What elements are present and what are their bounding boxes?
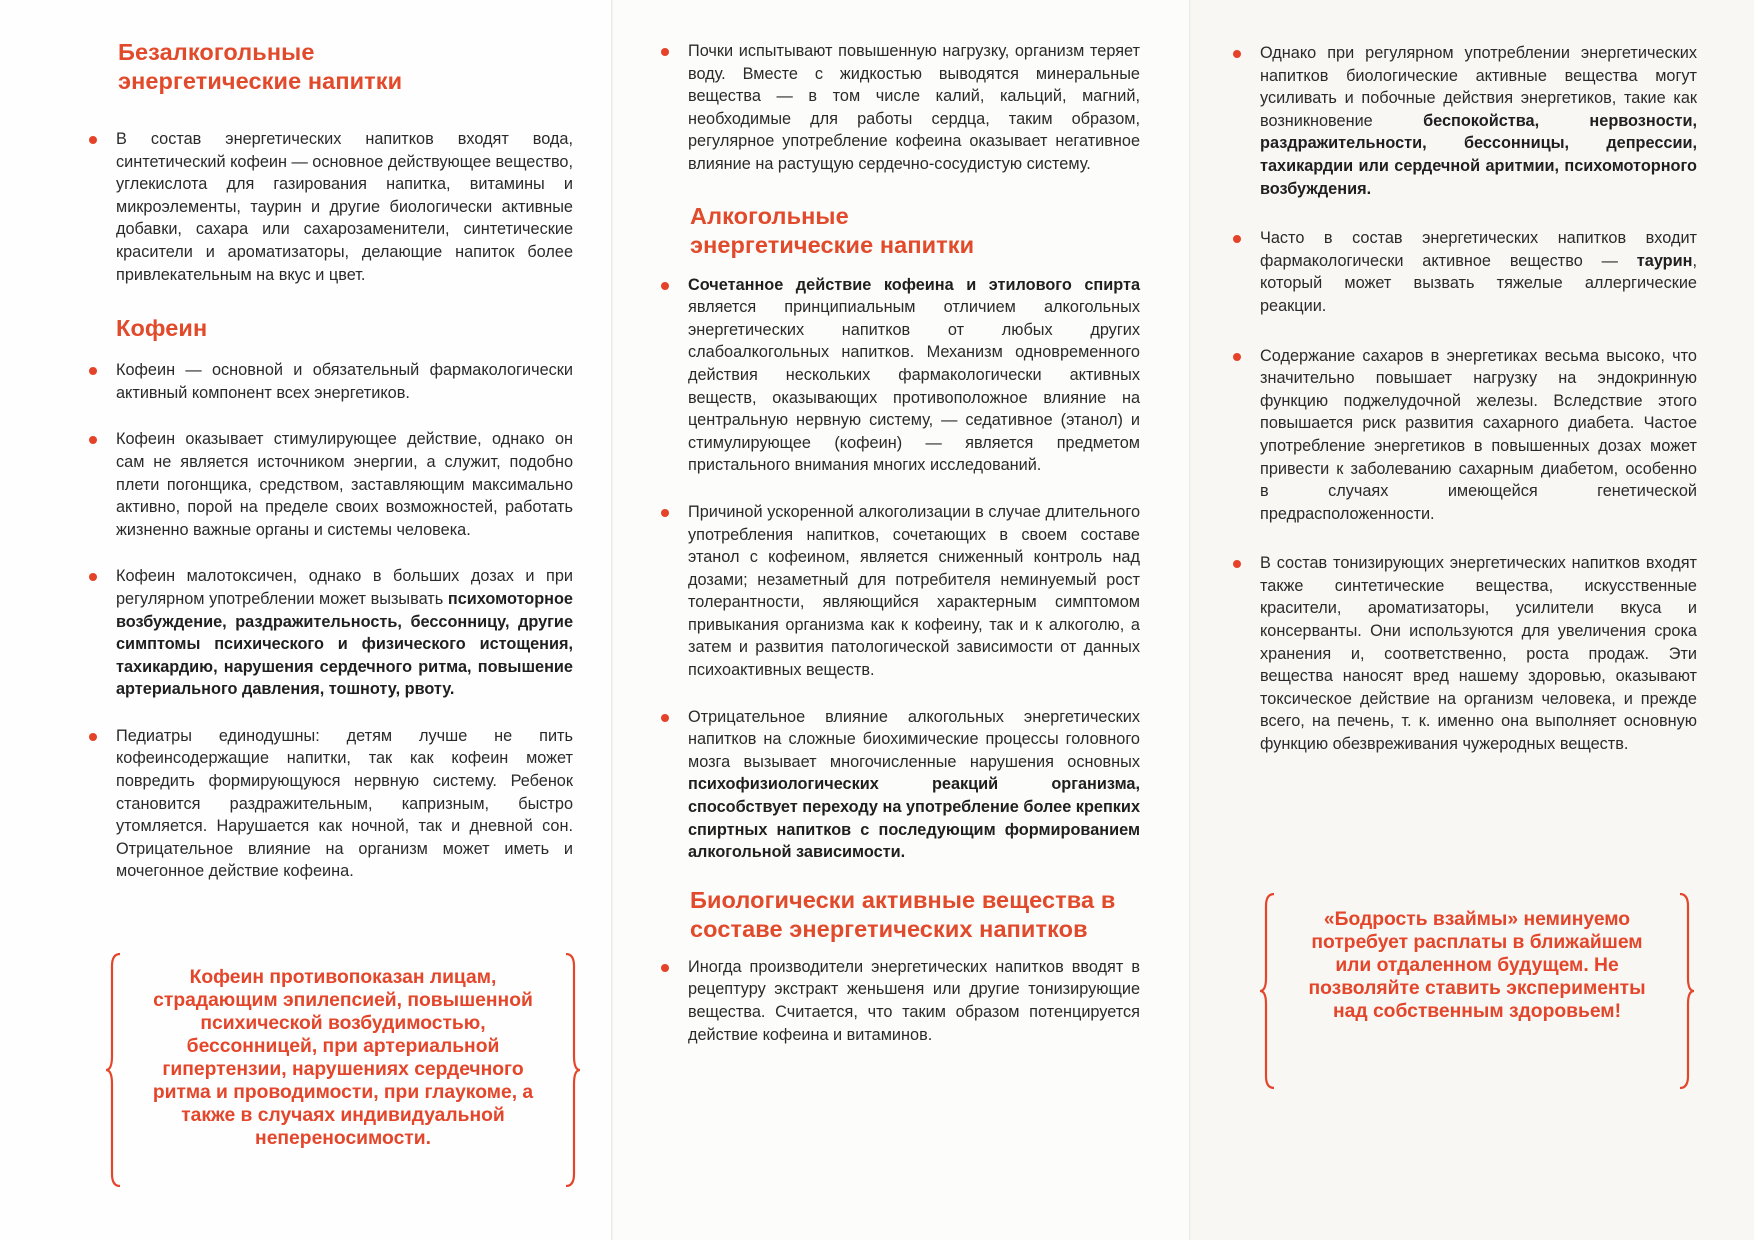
list-item [1232,345,1697,526]
paragraph-bold: психофизиологических реакций организма, способствует переходу на употребление более крепких спиртных напитков с последующим формированием алкогольной зависимости. [688,775,1140,862]
paragraph [688,274,1140,477]
bullet-icon [661,964,669,972]
list-item [88,359,573,404]
paragraph: Кофеин — основной и обязательный фармакологически активный компонент всех энергетиков. [116,361,573,402]
callout-text: Кофеин противопоказан лицам, страдающим эпилепсией, повышенной психической возбудимостью, бессонницей, при артериальной гипертензии, нарушениях сердечного ритма и проводимости, при глаукоме, а также в случаях индивидуальной непереносимости. [152,967,534,1149]
bullet-icon [89,367,97,375]
paragraph [688,706,1140,864]
paragraph: В состав энергетических напитков входят вода, синтетический кофеин — основное действующее вещество, углекислота для газирования напитка, витамины и микроэлементы, таурин и другие биологически активные добавки, сахара или сахарозаменители, синтетические красители и ароматизаторы, делающие напиток более привлекательным на вкус и цвет. [116,130,573,284]
column-left [88,38,573,907]
column-middle [660,40,1140,1070]
list-item [1232,42,1697,200]
paragraph-bold: психомоторное возбуждение, раздражительность, бессонницу, другие симптомы психического и физического истощения, тахикардию, нарушения сердечного ритма, повышение артериального давления, тошноту, рвоту. [116,589,573,699]
fold-line [611,0,613,1240]
paragraph: Причиной ускоренной алкоголизации в случае длительного употребления напитков, сочетающих в своем составе этанол с кофеином, является сниженный контроль над дозами; незаметный для потребителя неминуемый рост толерантности, являющийся характерным симптомом привыкания организма как к кофеину, так и к алкоголю, а затем и развития патологической зависимости от данных психоактивных веществ. [688,502,1140,680]
list-item [660,706,1140,864]
brace-left-icon [1260,892,1276,1090]
paragraph: Педиатры единодушны: детям лучше не пить кофеинсодержащие напитки, так как кофеин может повредить формирующуюся нервную систему. Ребенок становится раздражительным, капризным, быстро утомляется. Нарушается как ночной, так и дневной сон. Отрицательное влияние на организм может иметь и мочегонное действие кофеина. [116,726,573,881]
heading-nonalcoholic: Безалкогольные энергетические напитки [118,39,403,94]
bullet-icon [1233,50,1241,58]
list-item [1232,552,1697,755]
paragraph [1260,42,1697,200]
list-item [660,956,1140,1046]
heading-caffeine: Кофеин [116,315,208,342]
paragraph-bold: беспокойства, нервозности, раздражительности, бессонницы, депрессии, тахикардии или сердечной аритмии, психомоторного возбуждения. [1260,111,1698,198]
brace-left-icon [106,952,122,1188]
bullet-icon [661,282,669,290]
bullet-icon [661,509,669,517]
callout-contraindications [108,952,578,1188]
paragraph-text: Часто в состав энергетических напитков входит фармакологически активное вещество — [1260,229,1697,270]
bullet-icon [89,573,97,581]
column-right [1232,42,1697,780]
paragraph: Почки испытывают повышенную нагрузку, организм теряет воду. Вместе с жидкостью выводятся минеральные вещества — в том числе калий, кальций, магний, необходимые для работы сердца, таким образом, регулярное употребление кофеина оказывает негативное влияние на растущую сердечно-сосудистую систему. [688,42,1140,173]
bullet-icon [1233,235,1241,243]
paragraph-text: Отрицательное влияние алкогольных энергетических напитков на сложные биохимические процессы головного мозга вызывает многочисленные нарушения основных [688,707,1140,771]
paragraph-text: Кофеин малотоксичен, однако в больших дозах и при регулярном употреблении может вызывать [116,567,573,608]
callout-text: «Бодрость взаймы» неминуемо потребует расплаты в ближайшем или отдаленном будущем. Не позволяйте ставить эксперименты над собственным здоровьем! [1308,909,1646,1022]
brace-right-icon [1678,892,1694,1090]
fold-line [1189,0,1191,1240]
paragraph-text: , который может вызвать тяжелые аллергические реакции. [1260,251,1697,315]
heading-alcoholic: Алкогольные энергетические напитки [690,202,975,258]
paragraph: Содержание сахаров в энергетиках весьма высоко, что значительно повышает нагрузку на эндокринную функцию поджелудочной железы. Вследствие этого повышается риск развития сахарного диабета. Частое употребление энергетиков в повышенных дозах может привести к заболеванию сахарным диабетом, особенно в случаях имеющейся генетической предрасположенности. [1260,346,1697,523]
bullet-icon [89,136,97,144]
callout-warning [1262,892,1692,1090]
bullet-icon [1233,560,1241,568]
list-item [88,428,573,541]
paragraph-text: Однако при регулярном употреблении энергетических напитков биологические активные вещества могут усиливать и побочные действия энергетиков, такие как возникновение [1260,44,1697,130]
brace-right-icon [564,952,580,1188]
heading-bioactive: Биологически активные вещества в составе энергетических напитков [690,886,1116,942]
bullet-icon [1233,353,1241,361]
paragraph: Иногда производители энергетических напитков вводят в рецептуру экстракт женьшеня или другие тонизирующие вещества. Считается, что таким образом потенцируется действие кофеина и витаминов. [688,957,1140,1044]
list-item [660,274,1140,477]
list-item [88,565,573,701]
list-item [88,725,573,883]
paragraph-text: является принципиальным отличием алкогольных энергетических напитков от любых других слабоалкогольных напитков. Механизм одновременного действия нескольких фармакологически активных веществ, оказывающих противоположное влияние на центральную нервную систему, — седативное (этанол) и стимулирующее (кофеин) — является предметом пристального внимания многих исследований. [688,298,1140,475]
paragraph [116,565,573,701]
paragraph-bold: таурин [1636,251,1693,270]
bullet-icon [661,48,669,56]
paragraph: В состав тонизирующих энергетических напитков входят также синтетические вещества, искусственные красители, ароматизаторы, усилители вкуса и консерванты. Они используются для увеличения срока хранения и, соответственно, роста продаж. Эти вещества наносят вред нашему здоровью, оказывают токсическое действие на организм человека, и прежде всего, на печень, т. к. именно она выполняет основную функцию обезвреживания чужеродных веществ. [1260,554,1697,754]
paragraph-bold: Сочетанное действие кофеина и этилового спирта [688,275,1140,294]
list-item [660,501,1140,682]
bullet-icon [89,436,97,444]
list-item [660,40,1140,176]
bullet-icon [661,714,669,722]
paragraph [1260,227,1697,317]
list-item [1232,227,1697,317]
bullet-icon [89,733,97,741]
list-item [88,128,573,286]
paragraph: Кофеин оказывает стимулирующее действие, однако он сам не является источником энергии, а служит, подобно плети погонщика, средством, заставляющим максимально активно, порой на пределе своих возможностей, работать жизненно важные органы и системы человека. [116,430,573,539]
